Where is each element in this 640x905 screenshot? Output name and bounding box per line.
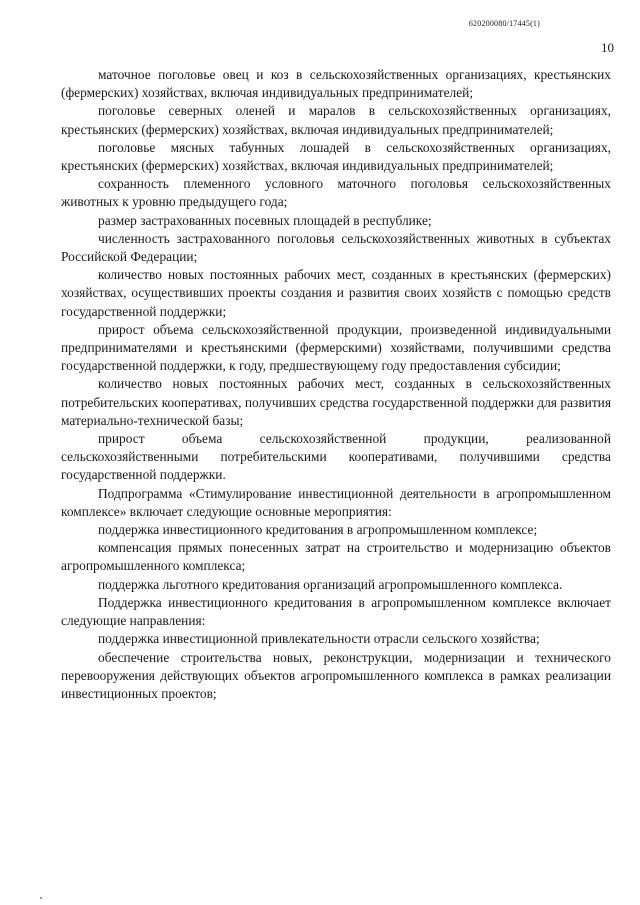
paragraph: поддержка инвестиционной привлекательности отрасли сельского хозяйства; [98, 631, 540, 647]
paragraph: сохранность племенного условного маточного поголовья сельскохозяйственных животных к уровню предыдущего года; [61, 176, 611, 210]
page-number: 10 [601, 40, 614, 55]
paragraph: прирост объема сельскохозяйственной продукции, произведенной индивидуальными предпринимателями и крестьянскими (фермерскими) хозяйствами, получившими средства государственной поддержки, к году, предшествующему году предоставления субсидии; [61, 321, 611, 374]
paragraph: размер застрахованных посевных площадей в республике; [98, 212, 432, 228]
paragraph: прирост объема сельскохозяйственной продукции, реализованной сельскохозяйственными потребительскими кооперативами, получившими средства государственной поддержки. [61, 431, 611, 483]
paragraph: поголовье северных оленей и маралов в сельскохозяйственных организациях, крестьянских (фермерских) хозяйствах, включая индивидуальных предпринимателей; [61, 103, 611, 137]
paragraph: компенсация прямых понесенных затрат на строительство и модернизацию объектов агропромышленного комплекса; [61, 540, 611, 574]
paragraph: поддержка льготного кредитования организаций агропромышленного комплекса. [98, 576, 563, 592]
paragraph: поголовье мясных табунных лошадей в сельскохозяйственных организациях, крестьянских (фермерских) хозяйствах, включая индивидуальных предпринимателей; [61, 139, 611, 174]
paragraph: маточное поголовье овец и коз в сельскохозяйственных организациях, крестьянских (фермерских) хозяйствах, включая индивидуальных предпринимателей; [61, 67, 611, 101]
document-body [61, 66, 611, 703]
document-id: 620200080/17445(1) [468, 19, 540, 28]
paragraph: количество новых постоянных рабочих мест, созданных в крестьянских (фермерских) хозяйствах, осуществивших проекты создания и развития своих хозяйств с помощью средств государственной поддержки; [61, 267, 611, 319]
paragraph: численность застрахованного поголовья сельскохозяйственных животных в субъектах Российской Федерации; [61, 230, 611, 265]
paragraph: Подпрограмма «Стимулирование инвестиционной деятельности в агропромышленном комплексе» включает следующие основные мероприятия: [61, 485, 611, 519]
paragraph: обеспечение строительства новых, реконструкции, модернизации и технического перевооружения действующих объектов агропромышленного комплекса в рамках реализации инвестиционных проектов; [61, 649, 611, 701]
scan-speck [40, 897, 42, 899]
paragraph: Поддержка инвестиционного кредитования в агропромышленном комплексе включает следующие направления: [61, 594, 611, 629]
paragraph: поддержка инвестиционного кредитования в агропромышленном комплексе; [98, 522, 538, 538]
paragraph: количество новых постоянных рабочих мест, созданных в сельскохозяйственных потребительских кооперативах, получивших средства государственной поддержки для развития материально-технической базы; [61, 376, 611, 428]
